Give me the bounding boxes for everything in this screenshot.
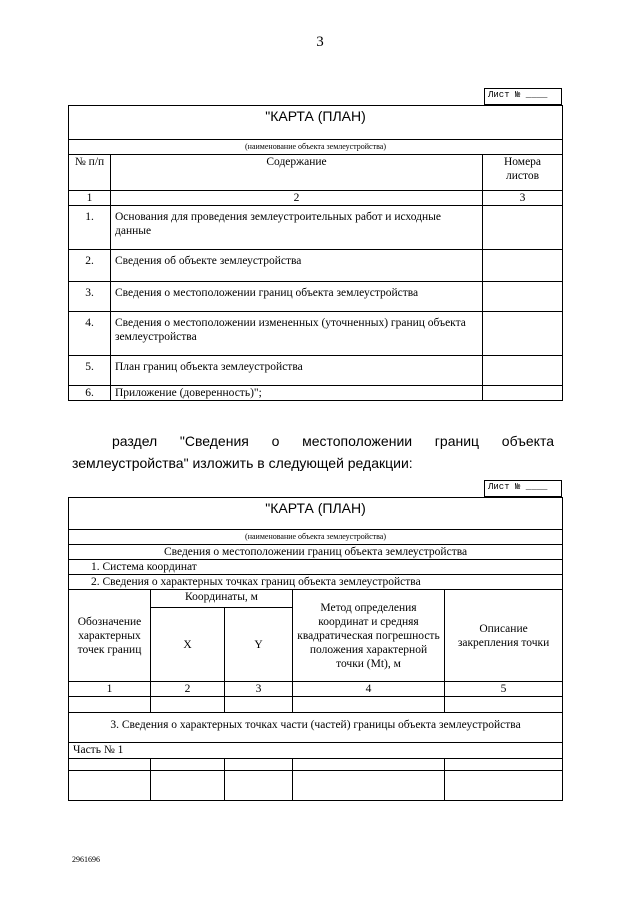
- table2-title: "КАРТА (ПЛАН): [69, 498, 563, 530]
- part-points-item: 3. Сведения о характерных точках части (частей) границы объекта землеустройства: [69, 713, 563, 743]
- header-content: Содержание: [111, 155, 483, 191]
- table-row: [69, 312, 563, 356]
- row-text: Сведения об объекте землеустройства: [111, 250, 483, 282]
- empty-cell: [293, 759, 445, 771]
- header-num: № п/п: [69, 155, 111, 191]
- table1-title: "КАРТА (ПЛАН): [69, 106, 563, 140]
- row-num: 5.: [69, 356, 111, 386]
- characteristic-points-item: 2. Сведения о характерных точках границ объекта землеустройства: [69, 575, 563, 590]
- row-num: 1.: [69, 206, 111, 250]
- row-text: Приложение (доверенность)";: [111, 386, 483, 401]
- col-number-5: 5: [445, 682, 563, 697]
- row-sheets: [483, 386, 563, 401]
- col-number-3: 3: [225, 682, 293, 697]
- header-method: Метод определения координат и средняя квадратическая погрешность положения характерной точки (Mt), м: [293, 590, 445, 682]
- empty-cell: [225, 759, 293, 771]
- empty-cell: [69, 771, 151, 801]
- section-title: Сведения о местоположении границ объекта землеустройства: [69, 545, 563, 560]
- empty-cell: [69, 697, 151, 713]
- table-row: [69, 771, 563, 801]
- table-row: [69, 206, 563, 250]
- header-y: Y: [225, 608, 293, 682]
- table-row: [69, 282, 563, 312]
- empty-cell: [445, 697, 563, 713]
- document-code: 2961696: [72, 855, 100, 864]
- empty-cell: [225, 697, 293, 713]
- paragraph-line-1: раздел "Сведения о местоположении границ объекта: [112, 433, 554, 449]
- table-row: [69, 386, 563, 401]
- empty-cell: [151, 697, 225, 713]
- table2-subtitle: (наименование объекта землеустройства): [69, 530, 563, 545]
- sheet-number-label-1: Лист № ____: [484, 88, 562, 105]
- coordinate-system-item: 1. Система координат: [69, 560, 563, 575]
- empty-cell: [445, 759, 563, 771]
- row-sheets: [483, 250, 563, 282]
- row-sheets: [483, 312, 563, 356]
- row-sheets: [483, 356, 563, 386]
- row-text: Основания для проведения землеустроительных работ и исходные данные: [111, 206, 483, 250]
- col-number-4: 4: [293, 682, 445, 697]
- col-number-1: 1: [69, 191, 111, 206]
- empty-cell: [225, 771, 293, 801]
- col-number-1: 1: [69, 682, 151, 697]
- row-text: Сведения о местоположении границ объекта землеустройства: [111, 282, 483, 312]
- page-number: 3: [316, 34, 324, 50]
- row-text: Сведения о местоположении измененных (уточненных) границ объекта землеустройства: [111, 312, 483, 356]
- boundary-table: [68, 497, 563, 801]
- empty-cell: [69, 759, 151, 771]
- row-num: 6.: [69, 386, 111, 401]
- empty-cell: [293, 771, 445, 801]
- empty-cell: [151, 759, 225, 771]
- col-number-2: 2: [111, 191, 483, 206]
- table-row: [69, 250, 563, 282]
- header-x: X: [151, 608, 225, 682]
- empty-cell: [293, 697, 445, 713]
- col-number-3: 3: [483, 191, 563, 206]
- contents-table: [68, 105, 563, 401]
- table1-subtitle: (наименование объекта землеустройства): [69, 140, 563, 155]
- empty-cell: [445, 771, 563, 801]
- header-sheets: Номера листов: [483, 155, 563, 191]
- table-row: [69, 759, 563, 771]
- col-number-2: 2: [151, 682, 225, 697]
- row-sheets: [483, 206, 563, 250]
- part-label: Часть № 1: [69, 743, 563, 759]
- header-coordinates: Координаты, м: [151, 590, 293, 608]
- table-row: [69, 697, 563, 713]
- sheet-number-label-2: Лист № ____: [484, 480, 562, 497]
- table-row: [69, 356, 563, 386]
- paragraph-line-2: землеустройства" изложить в следующей редакции:: [72, 455, 413, 471]
- row-text: План границ объекта землеустройства: [111, 356, 483, 386]
- row-num: 3.: [69, 282, 111, 312]
- row-sheets: [483, 282, 563, 312]
- header-designation: Обозначение характерных точек границ: [69, 590, 151, 682]
- row-num: 2.: [69, 250, 111, 282]
- header-description: Описание закрепления точки: [445, 590, 563, 682]
- empty-cell: [151, 771, 225, 801]
- row-num: 4.: [69, 312, 111, 356]
